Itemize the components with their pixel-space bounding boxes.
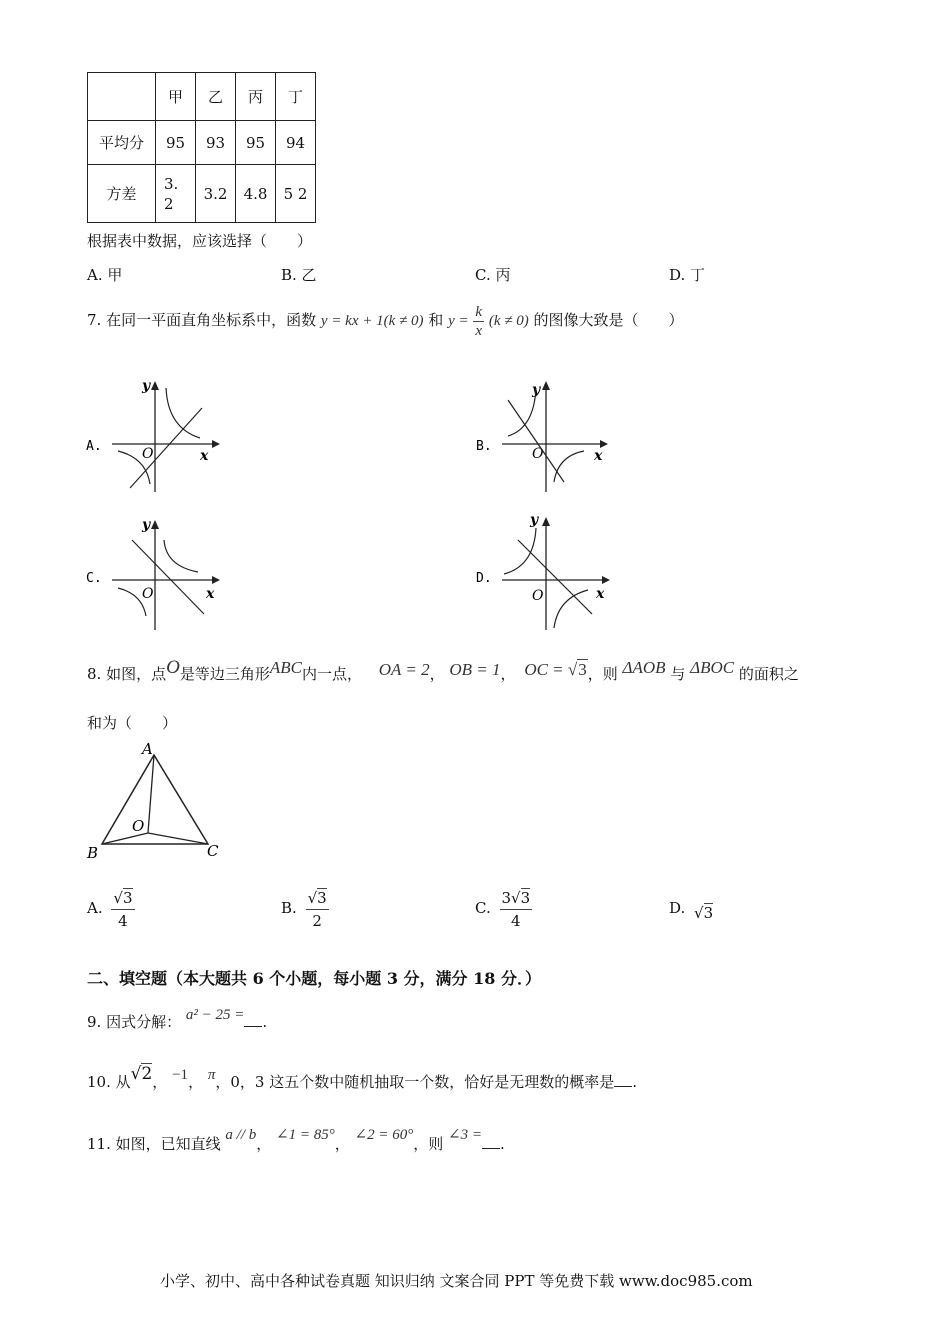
q10-sqrt2: √2 (130, 1064, 153, 1084)
row-label: 平均分 (88, 121, 156, 165)
y-axis-label: y (142, 517, 151, 533)
q8-triangle-figure (82, 740, 232, 865)
q8-p6: 的面积之 (738, 665, 799, 683)
q8-oc-radicand: 3 (578, 660, 587, 679)
q6-option-d: D. 丁 (669, 266, 706, 284)
q8-aob: ΔAOB (622, 658, 666, 677)
table-cell: 3.2 (196, 165, 236, 223)
table-corner-cell (88, 73, 156, 121)
q8-p3: 内一点， (301, 665, 362, 683)
q6-option-b: B. 乙 (281, 266, 317, 284)
q7-question (87, 298, 684, 342)
q10-prefix: 10. 从 (87, 1073, 131, 1091)
q7-graph-b (470, 370, 620, 500)
x-axis-arrow (600, 440, 608, 448)
segment-oc (148, 833, 208, 844)
q7-graph-d (470, 510, 620, 640)
y-axis-label: y (142, 378, 151, 394)
x-axis-label: x (596, 586, 605, 602)
q8-ob: OB = 1 (449, 660, 501, 679)
q9-expression: a² − 25 = (185, 1007, 245, 1023)
option-label: B. (281, 899, 297, 917)
q8-triangle-abc: ABC (269, 658, 302, 677)
q7-func2-cond: (k ≠ 0) (488, 313, 529, 329)
option-label: A. (87, 899, 103, 917)
q8-sep2: ， (500, 665, 516, 683)
y-axis-arrow (542, 517, 550, 526)
answer-blank[interactable] (244, 1014, 262, 1027)
origin-label: O (142, 586, 154, 602)
q8-p2: 是等边三角形 (179, 665, 270, 683)
q11-angle3: ∠3 = (448, 1127, 482, 1143)
table-header-cell: 乙 (196, 73, 236, 121)
separator: ， (256, 1135, 272, 1153)
option-label: D. (669, 899, 686, 917)
fraction-denominator: 4 (118, 911, 128, 930)
q10-suffix: ，0，3 这五个数中随机抽取一个数，恰好是无理数的概率是 (215, 1073, 615, 1091)
origin-label: O (142, 446, 154, 462)
q7-graph-label: C. (86, 571, 102, 586)
y-axis-arrow (542, 381, 550, 390)
separator: ， (334, 1135, 350, 1153)
table-cell: 94 (276, 121, 316, 165)
q7-graph-label: A. (86, 439, 102, 454)
fraction-numerator: √3 (111, 887, 134, 910)
separator: ， (152, 1073, 168, 1091)
vertex-a-label: A (142, 740, 153, 758)
option-sqrt: √3 (694, 904, 714, 922)
q9-prefix: 9. 因式分解： (87, 1013, 182, 1031)
q8-option-d (669, 880, 713, 936)
x-axis-arrow (602, 576, 610, 584)
table-cell: 5 2 (276, 165, 316, 223)
q10-end: . (632, 1073, 638, 1091)
table-cell: 93 (196, 121, 236, 165)
q9-suffix: . (262, 1013, 268, 1031)
x-axis-label: x (200, 448, 209, 464)
table-header-cell: 丁 (276, 73, 316, 121)
q7-graph-c (80, 510, 230, 640)
fraction-numerator: 3√3 (500, 887, 533, 910)
q8-oa: OA = 2 (378, 660, 430, 679)
row-label: 方差 (88, 165, 156, 223)
coefficient: 3 (501, 888, 512, 907)
q11-end: . (500, 1135, 505, 1153)
q11-question (87, 1124, 505, 1164)
radicand: 3 (520, 888, 531, 907)
q10-pi: π (207, 1067, 216, 1083)
radicand: 3 (703, 904, 714, 922)
q8-option-b (281, 880, 329, 936)
q11-angle2: ∠2 = 60° (354, 1127, 414, 1143)
q8-oc: OC = (524, 660, 568, 679)
hyperbola-branch (164, 540, 198, 572)
q7-mid: 和 (428, 311, 444, 329)
line-graph (130, 408, 202, 488)
table-cell: 4.8 (236, 165, 276, 223)
option-fraction (500, 887, 533, 932)
table-cell: 95 (236, 121, 276, 165)
y-axis-arrow (151, 381, 159, 390)
line-graph (508, 400, 564, 482)
x-axis-label: x (594, 448, 603, 464)
q7-graph-label: B. (476, 439, 492, 454)
q11-then: ，则 (413, 1135, 444, 1153)
vertex-b-label: B (87, 844, 99, 862)
q8-question-line2: 和为（ ） (87, 714, 178, 732)
q8-point-o: O (166, 657, 180, 678)
q7-func2-numerator: k (475, 303, 483, 320)
q8-p4: ，则 (587, 665, 618, 683)
answer-blank[interactable] (614, 1074, 632, 1087)
hyperbola-branch (166, 388, 200, 438)
q8-boc: ΔBOC (690, 658, 735, 677)
radicand: 3 (317, 888, 327, 907)
table-row (88, 121, 316, 165)
origin-label: O (532, 588, 544, 604)
fraction-numerator: √3 (306, 887, 329, 910)
point-o-label: O (132, 817, 145, 835)
radicand: 3 (122, 888, 133, 907)
q8-question-line1 (87, 650, 799, 698)
q7-suffix: 的图像大致是（ ） (533, 311, 684, 329)
section2-title: 二、填空题（本大题共 6 个小题，每小题 3 分，满分 18 分．） (87, 969, 541, 988)
table-header-cell: 甲 (156, 73, 196, 121)
line-graph (518, 540, 592, 614)
vertex-c-label: C (207, 842, 219, 860)
q10-neg1: −1 (172, 1067, 189, 1083)
hyperbola-branch (554, 451, 584, 482)
option-label: C. (475, 899, 491, 917)
y-axis-arrow (151, 520, 159, 529)
score-table (87, 72, 316, 223)
q11-prefix: 11. 如图，已知直线 (87, 1135, 221, 1153)
q10-question (87, 1062, 637, 1102)
hyperbola-branch (504, 528, 536, 574)
x-axis-arrow (212, 440, 220, 448)
page-footer: 小学、初中、高中各种试卷真题 知识归纳 文案合同 PPT 等免费下载 www.doc985.com (160, 1272, 753, 1290)
q6-option-c: C. 丙 (475, 266, 511, 284)
table-row (88, 165, 316, 223)
origin-label: O (532, 446, 544, 462)
q11-parallel: a // b (225, 1127, 257, 1143)
q6-option-a: A. 甲 (87, 266, 123, 284)
q7-prefix: 7. 在同一平面直角坐标系中，函数 (87, 311, 317, 329)
line-graph (132, 540, 204, 614)
y-axis-label: y (532, 382, 541, 398)
q9-question (87, 1002, 267, 1042)
q7-func2-fraction (473, 303, 484, 340)
q6-prompt: 根据表中数据，应该选择（ ） (87, 232, 313, 250)
q8-p1: 8. 如图，点 (87, 665, 167, 683)
table-cell: 3. 2 (156, 165, 196, 223)
q7-graph-a (80, 370, 230, 500)
table-header-row (88, 73, 316, 121)
q8-oc-sqrt: √3 (567, 660, 587, 679)
fraction-denominator: 2 (312, 911, 322, 930)
option-fraction (306, 887, 329, 932)
table-header-cell: 丙 (236, 73, 276, 121)
fraction-denominator: 4 (511, 911, 521, 930)
x-axis-label: x (206, 586, 215, 602)
separator: ， (188, 1073, 204, 1091)
equilateral-triangle (102, 755, 208, 844)
q8-option-a (87, 880, 135, 936)
segment-oa (148, 755, 154, 833)
x-axis-arrow (212, 576, 220, 584)
q11-angle1: ∠1 = 85° (276, 1127, 335, 1143)
q7-func2-denominator: x (475, 322, 483, 339)
hyperbola-branch (554, 590, 588, 628)
q7-func2-lhs: y = (448, 313, 469, 329)
q8-sep1: ， (429, 665, 445, 683)
option-fraction (111, 887, 134, 932)
answer-blank[interactable] (482, 1136, 500, 1149)
q8-option-c (475, 880, 532, 936)
q8-p5: 与 (670, 665, 686, 683)
q7-graph-label: D. (476, 571, 492, 586)
q7-func1: y = kx + 1(k ≠ 0) (320, 313, 424, 329)
table-cell: 95 (156, 121, 196, 165)
y-axis-label: y (530, 512, 539, 528)
radicand: 2 (141, 1064, 153, 1084)
